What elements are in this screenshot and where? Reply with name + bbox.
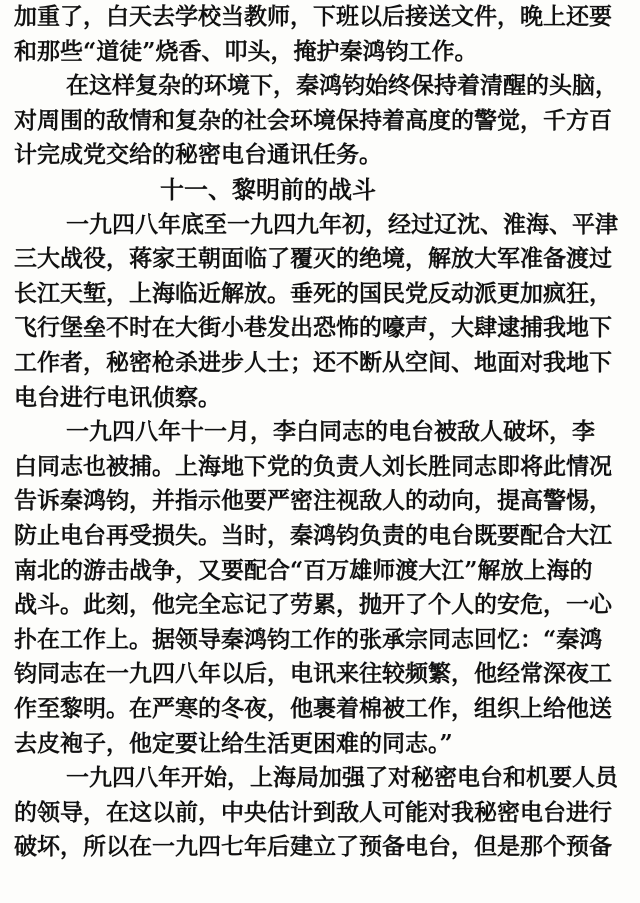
text-line: 计完成党交给的秘密电台通讯任务。 (14, 141, 382, 169)
text-line: 钧同志在一九四八年以后，电讯来往较频繁，他经常深夜工 (14, 660, 612, 688)
section-heading: 十一、黎明前的战斗 (160, 175, 376, 204)
text-line: 的领导，在这以前，中央估计到敌人可能对我秘密电台进行 (14, 798, 612, 826)
text-line: 破坏，所以在一九四七年后建立了预备电台，但是那个预备 (14, 833, 612, 861)
text-line: 去皮袍子，他定要让给生活更困难的同志。” (14, 729, 453, 757)
text-line: 电台进行电讯侦察。 (14, 383, 221, 411)
text-line: 白同志也被捕。上海地下党的负责人刘长胜同志即将此情况 (14, 452, 612, 480)
text-line: 三大战役，蒋家王朝面临了覆灭的绝境，解放大军准备渡过 (14, 245, 612, 273)
text-line: 加重了，白天去学校当教师，下班以后接送文件，晚上还要 (14, 3, 612, 30)
text-line: 一九四八年开始，上海局加强了对秘密电台和机要人员 (66, 764, 618, 792)
text-line: 防止电台再受损失。当时，秦鸿钧负责的电台既要配合大江 (14, 522, 612, 549)
text-line: 一九四八年十一月，李白同志的电台被敌人破坏，李 (66, 418, 595, 446)
text-line: 长江天堑，上海临近解放。垂死的国民党反动派更加疯狂， (14, 279, 612, 307)
text-line: 工作者，秘密枪杀进步人士；还不断从空间、地面对我地下 (14, 349, 612, 376)
text-line: 和那些“道徒”烧香、叩头，掩护秦鸿钧工作。 (14, 37, 478, 65)
text-line: 一九四八年底至一九四九年初，经过辽沈、淮海、平津 (66, 210, 618, 238)
text-line: 南北的游击战争，又要配合“百万雄师渡大江”解放上海的 (14, 556, 593, 584)
text-line: 飞行堡垒不时在大街小巷发出恐怖的嚎声，大肆逮捕我地下 (14, 314, 612, 342)
text-line: 告诉秦鸿钧，并指示他要严密注视敌人的动向，提高警惕， (14, 487, 612, 515)
text-line: 在这样复杂的环境下，秦鸿钧始终保持着清醒的头脑， (66, 72, 618, 100)
text-line: 作至黎明。在严寒的冬夜，他裹着棉被工作，组织上给他送 (14, 695, 612, 722)
text-line: 扑在工作上。据领导秦鸿钧工作的张承宗同志回忆：“秦鸿 (14, 625, 603, 653)
text-line: 战斗。此刻，他完全忘记了劳累，抛开了个人的安危，一心 (14, 591, 612, 619)
text-line: 对周围的敌情和复杂的社会环境保持着高度的警觉，千方百 (14, 106, 612, 134)
